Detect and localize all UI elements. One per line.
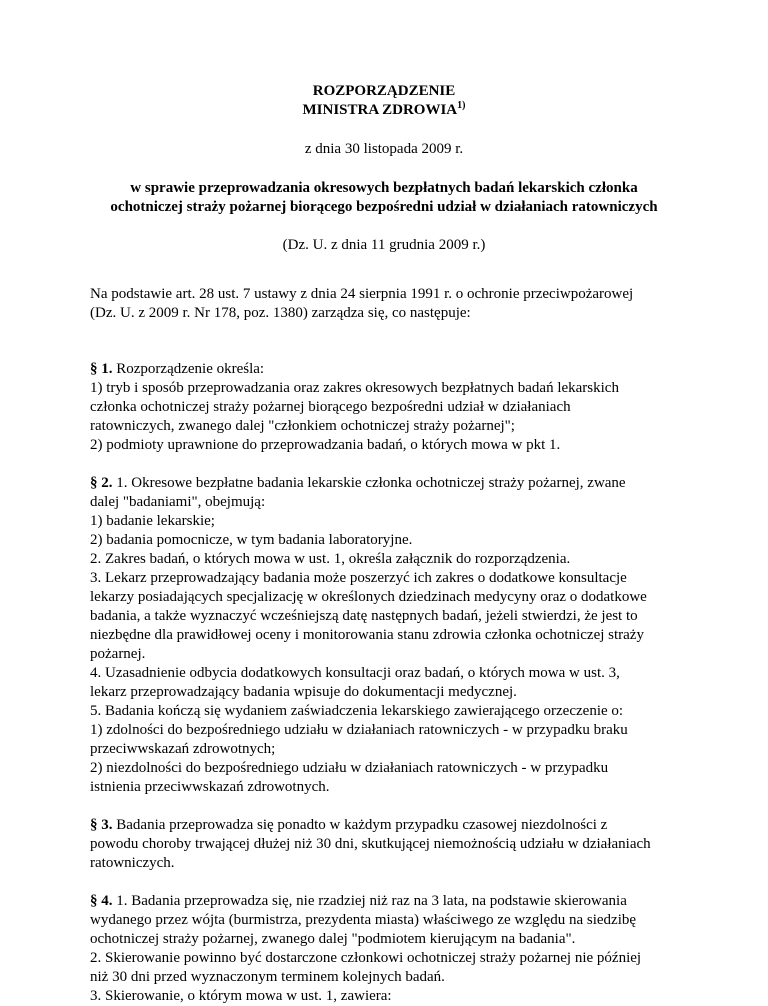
intro-line: Na podstawie art. 28 ust. 7 ustawy z dnia 24 sierpnia 1991 r. o ochronie przeciwpożarowej	[90, 286, 634, 302]
section-line: 4. Uzasadnienie odbycia dodatkowych konsultacji oraz badań, o których mowa w ust. 3,	[90, 665, 620, 681]
section-line: 3. Skierowanie, o którym mowa w ust. 1, zawiera:	[90, 988, 392, 1004]
title-line-1: ROZPORZĄDZENIE	[312, 83, 456, 99]
section-first-line	[90, 892, 710, 911]
section-line: ratowniczych.	[90, 855, 175, 871]
section-first-line	[90, 474, 710, 493]
section-1	[90, 360, 710, 455]
footnote-mark: 1)	[457, 100, 466, 111]
section-line: badania, a także wyznaczyć wcześniejszą datę następnych badań, jeżeli stwierdzi, że jest to	[90, 608, 638, 624]
section-mark: § 2.	[90, 475, 113, 491]
intro-paragraph	[90, 285, 710, 323]
section-mark: § 3.	[90, 817, 113, 833]
section-line: dalej "badaniami", obejmują:	[90, 494, 266, 510]
section-line: istnienia przeciwwskazań zdrowotnych.	[90, 779, 330, 795]
section-line: wydanego przez wójta (burmistrza, prezydenta miasta) właściwego ze względu na siedzibę	[90, 912, 637, 928]
document-date: z dnia 30 listopada 2009 r.	[304, 141, 464, 157]
section-mark: § 1.	[90, 361, 113, 377]
section-first-line	[90, 360, 710, 379]
document-header	[90, 82, 678, 255]
document-subject	[90, 179, 678, 217]
title-line-2-text: MINISTRA ZDROWIA	[302, 102, 458, 118]
section-line: lekarz przeprowadzający badania wpisuje do dokumentacji medycznej.	[90, 684, 517, 700]
section-line: lekarzy posiadających specjalizację w określonych dziedzinach medycyny oraz o dodatkowe	[90, 589, 647, 605]
section-line: 3. Lekarz przeprowadzający badania może poszerzyć ich zakres o dodatkowe konsultacje	[90, 570, 627, 586]
subject-line-1: w sprawie przeprowadzania okresowych bezpłatnych badań lekarskich członka	[130, 180, 638, 196]
section-3	[90, 816, 710, 873]
section-line: 2) podmioty uprawnione do przeprowadzania badań, o których mowa w pkt 1.	[90, 437, 561, 453]
section-line: 1) zdolności do bezpośredniego udziału w działaniach ratowniczych - w przypadku braku	[90, 722, 628, 738]
section-line: 2) niezdolności do bezpośredniego udziału w działaniach ratowniczych - w przypadku	[90, 760, 609, 776]
section-first-text: 1. Okresowe bezpłatne badania lekarskie członka ochotniczej straży pożarnej, zwane	[112, 475, 626, 491]
section-line: 2. Zakres badań, o których mowa w ust. 1, określa załącznik do rozporządzenia.	[90, 551, 571, 567]
section-line: 2) badania pomocnicze, w tym badania laboratoryjne.	[90, 532, 413, 548]
section-line: przeciwwskazań zdrowotnych;	[90, 741, 276, 757]
section-first-text: 1. Badania przeprowadza się, nie rzadziej niż raz na 3 lata, na podstawie skierowania	[112, 893, 627, 909]
section-line: 5. Badania kończą się wydaniem zaświadczenia lekarskiego zawierającego orzeczenie o:	[90, 703, 624, 719]
section-line: 1) badanie lekarskie;	[90, 513, 215, 529]
section-line: niezbędne dla prawidłowej oceny i monitorowania stanu zdrowia członka ochotniczej straży	[90, 627, 644, 643]
subject-line-2: ochotniczej straży pożarnej biorącego bezpośredni udział w działaniach ratowniczych	[110, 199, 658, 215]
section-line: 1) tryb i sposób przeprowadzania oraz zakres okresowych bezpłatnych badań lekarskich	[90, 380, 619, 396]
section-line: pożarnej.	[90, 646, 146, 662]
section-line: ratowniczych, zwanego dalej "członkiem ochotniczej straży pożarnej";	[90, 418, 515, 434]
section-line: niż 30 dni przed wyznaczonym terminem kolejnych badań.	[90, 969, 445, 985]
section-first-line	[90, 816, 710, 835]
intro-line: (Dz. U. z 2009 r. Nr 178, poz. 1380) zarządza się, co następuje:	[90, 305, 471, 321]
section-first-text: Badania przeprowadza się ponadto w każdym przypadku czasowej niezdolności z	[112, 817, 608, 833]
section-first-text: Rozporządzenie określa:	[112, 361, 265, 377]
title-line-2	[90, 101, 678, 120]
section-4	[90, 892, 710, 1006]
section-line: członka ochotniczej straży pożarnej biorącego bezpośredni udział w działaniach	[90, 399, 571, 415]
section-mark: § 4.	[90, 893, 113, 909]
section-line: ochotniczej straży pożarnej, zwanego dalej "podmiotem kierującym na badania".	[90, 931, 576, 947]
section-line: powodu choroby trwającej dłużej niż 30 dni, skutkującej niemożnością udziału w działaniach	[90, 836, 651, 852]
section-line: 2. Skierowanie powinno być dostarczone członkowi ochotniczej straży pożarnej nie później	[90, 950, 642, 966]
journal-reference: (Dz. U. z dnia 11 grudnia 2009 r.)	[282, 237, 486, 253]
section-2	[90, 474, 710, 797]
